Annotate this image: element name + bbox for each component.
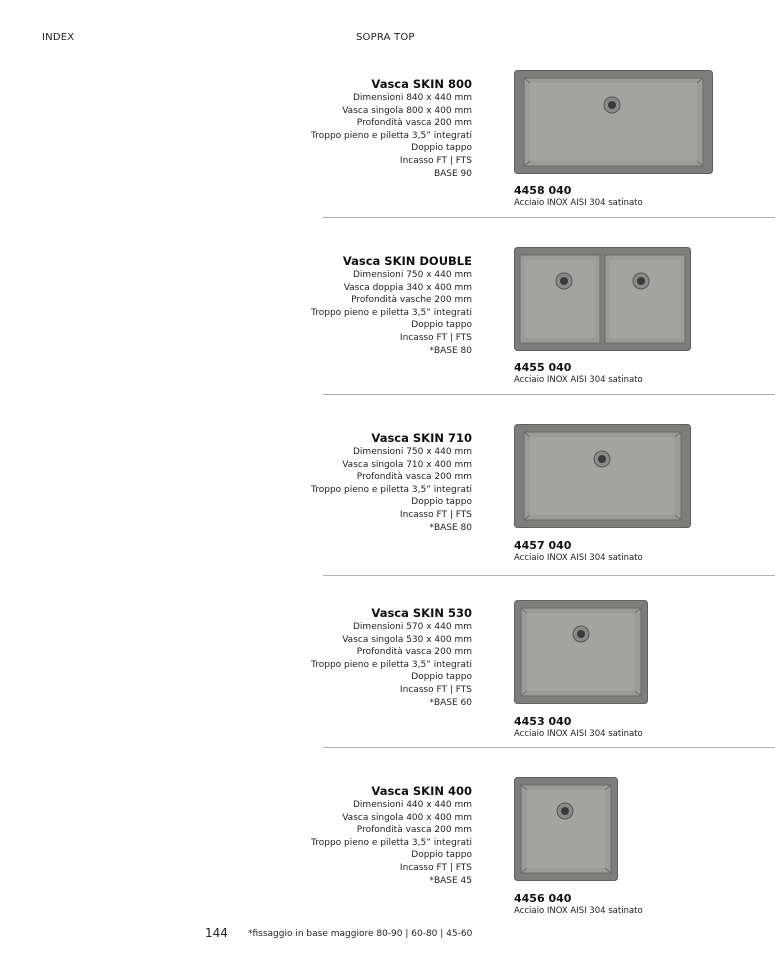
spec-line: Profondità vasca 200 mm <box>356 647 472 658</box>
spec-line: Profondità vasca 200 mm <box>356 472 472 483</box>
spec-line: Dimensioni 750 x 440 mm <box>353 270 472 280</box>
product-name: Vasca SKIN 710 <box>371 431 472 445</box>
product-name: Vasca SKIN DOUBLE <box>342 254 472 268</box>
sink-image <box>514 424 691 528</box>
spec-line: Dimensioni 840 x 440 mm <box>353 93 472 103</box>
spec-line: *BASE 80 <box>429 522 472 533</box>
divider <box>323 747 775 748</box>
product-code: 4455 040 <box>514 361 572 374</box>
sink-image <box>514 777 618 881</box>
section-title: SOPRA TOP <box>356 32 415 43</box>
spec-line: Doppio tappo <box>411 672 472 683</box>
sink-image <box>514 70 713 174</box>
spec-line: *BASE 60 <box>429 697 472 708</box>
sink-image <box>514 600 648 704</box>
product-specs <box>252 606 472 709</box>
spec-line: Troppo pieno e piletta 3,5” integrati <box>311 659 472 670</box>
spec-line: Incasso FT | FTS <box>399 332 472 343</box>
product-specs <box>252 254 472 357</box>
spec-line: Doppio tappo <box>411 497 472 508</box>
spec-line: *BASE 45 <box>429 875 472 886</box>
spec-line: Troppo pieno e piletta 3,5” integrati <box>311 130 472 141</box>
spec-line: Vasca singola 800 x 400 mm <box>342 105 472 116</box>
spec-line: Incasso FT | FTS <box>399 862 472 873</box>
product-specs <box>252 431 472 534</box>
spec-line: Doppio tappo <box>411 143 472 154</box>
spec-line: Vasca singola 400 x 400 mm <box>342 812 472 823</box>
spec-line: Troppo pieno e piletta 3,5” integrati <box>311 837 472 848</box>
divider <box>323 394 775 395</box>
spec-line: Doppio tappo <box>411 320 472 331</box>
product-material: Acciaio INOX AISI 304 satinato <box>514 906 643 916</box>
product-specs <box>252 784 472 887</box>
product-code: 4456 040 <box>514 892 572 905</box>
product-material: Acciaio INOX AISI 304 satinato <box>514 198 643 208</box>
spec-line: Profondità vasche 200 mm <box>351 295 472 306</box>
sink-image <box>514 247 691 351</box>
product-material: Acciaio INOX AISI 304 satinato <box>514 375 643 385</box>
spec-line: BASE 90 <box>433 168 472 179</box>
product-specs <box>252 77 472 180</box>
spec-line: Dimensioni 440 x 440 mm <box>353 800 472 810</box>
spec-line: Profondità vasca 200 mm <box>356 825 472 836</box>
product-code: 4458 040 <box>514 184 572 197</box>
spec-line: Profondità vasca 200 mm <box>356 118 472 129</box>
spec-line: Incasso FT | FTS <box>399 155 472 166</box>
spec-line: *BASE 80 <box>429 345 472 356</box>
spec-line: Doppio tappo <box>411 850 472 861</box>
spec-line: Troppo pieno e piletta 3,5” integrati <box>311 307 472 318</box>
spec-line: Incasso FT | FTS <box>399 684 472 695</box>
spec-line: Troppo pieno e piletta 3,5” integrati <box>311 484 472 495</box>
spec-line: Vasca singola 530 x 400 mm <box>342 634 472 645</box>
page-number: 144 <box>205 926 228 940</box>
spec-line: Incasso FT | FTS <box>399 509 472 520</box>
product-material: Acciaio INOX AISI 304 satinato <box>514 553 643 563</box>
divider <box>323 217 775 218</box>
product-name: Vasca SKIN 800 <box>371 77 472 91</box>
product-name: Vasca SKIN 530 <box>371 606 472 620</box>
product-material: Acciaio INOX AISI 304 satinato <box>514 729 643 739</box>
product-code: 4457 040 <box>514 539 572 552</box>
spec-line: Dimensioni 570 x 440 mm <box>353 622 472 632</box>
divider <box>323 575 775 576</box>
spec-line: Dimensioni 750 x 440 mm <box>353 447 472 457</box>
index-link[interactable]: INDEX <box>42 32 75 43</box>
spec-line: Vasca singola 710 x 400 mm <box>342 459 472 470</box>
product-name: Vasca SKIN 400 <box>371 784 472 798</box>
spec-line: Vasca doppia 340 x 400 mm <box>343 282 472 293</box>
footnote: *fissaggio in base maggiore 80-90 | 60-80 | 45-60 <box>248 929 473 939</box>
product-code: 4453 040 <box>514 715 572 728</box>
